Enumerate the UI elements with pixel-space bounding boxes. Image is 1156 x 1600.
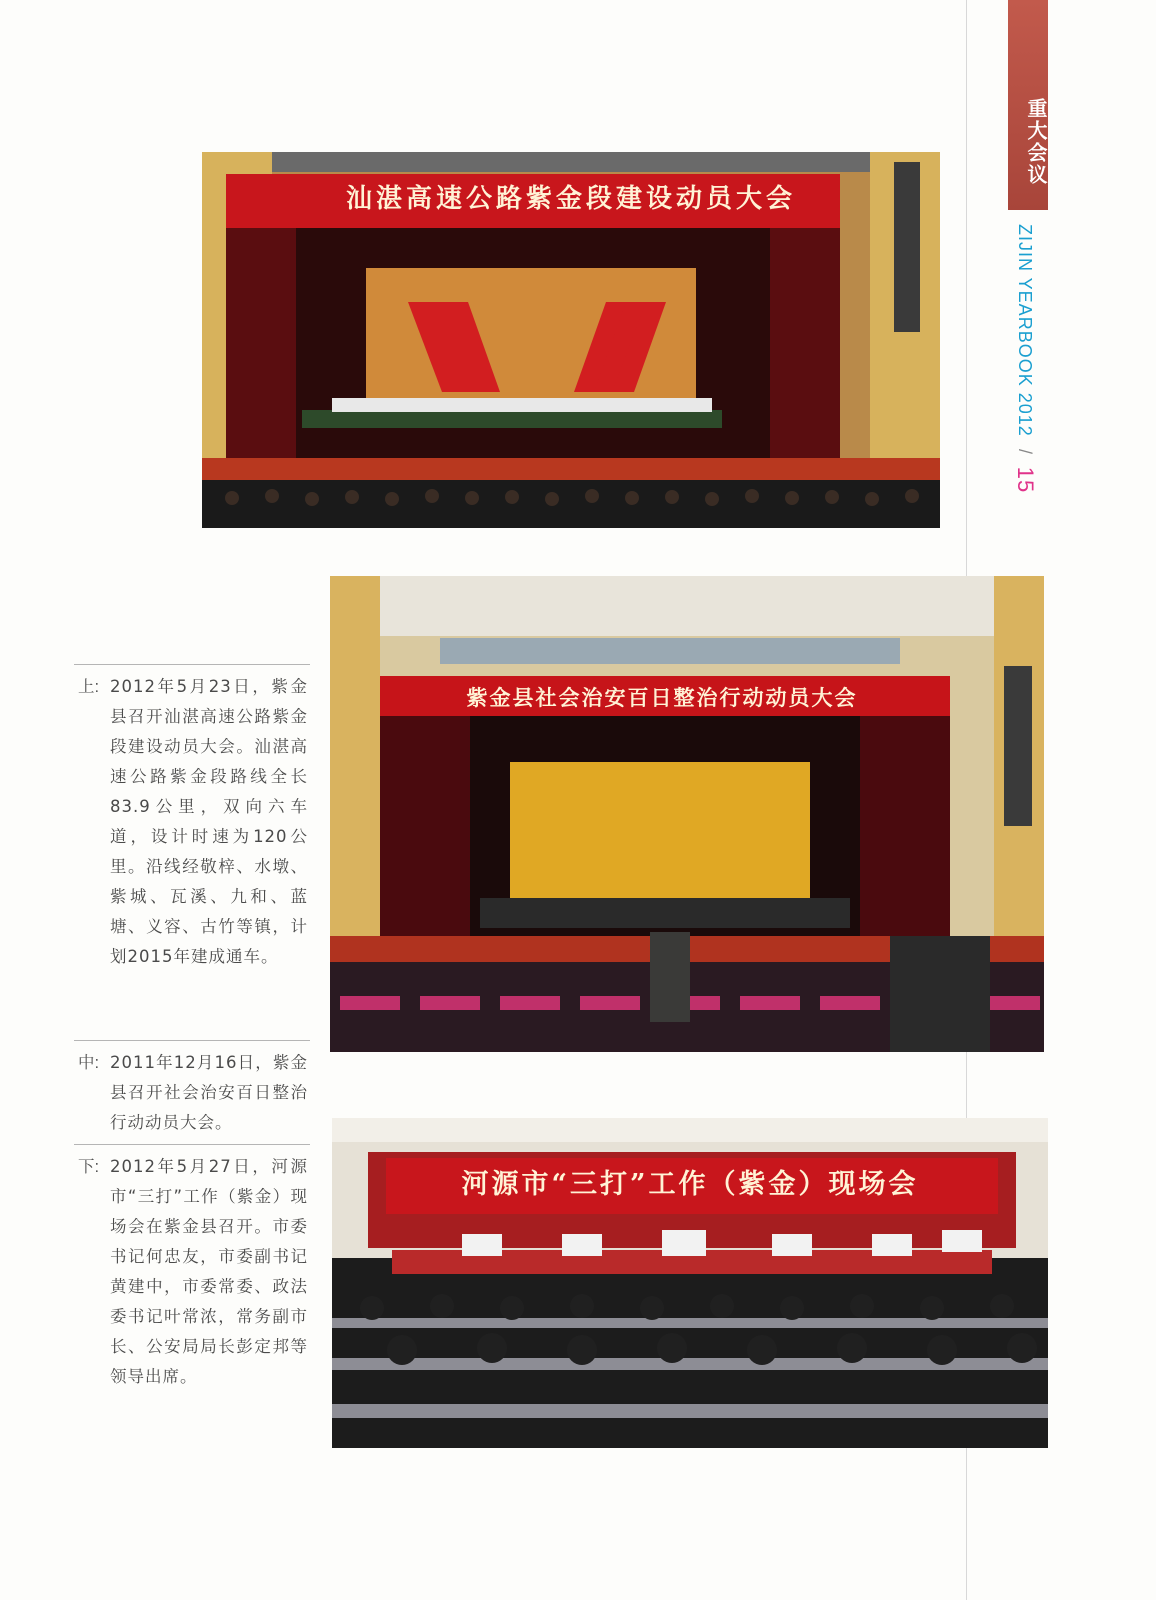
caption-label: 中: — [78, 1054, 100, 1072]
caption-top — [78, 672, 318, 972]
caption-rule — [74, 664, 310, 665]
yearbook-title: ZIJIN YEARBOOK 2012 — [1015, 224, 1035, 437]
caption-text: 2012年5月27日，河源市“三打”工作（紫金）现场会在紫金县召开。市委书记何忠友，市委副书记黄建中，市委常委、政法委书记叶常浓，常务副市长、公安局局长彭定邦等领导出席。 — [110, 1157, 308, 1386]
banner-text: 紫金县社会治安百日整治行动动员大会 — [466, 685, 858, 710]
caption-bottom — [78, 1152, 318, 1392]
photo-middle-security-meeting — [330, 576, 1044, 1052]
banner-text: 汕湛高速公路紫金段建设动员大会 — [345, 184, 796, 214]
caption-rule — [74, 1144, 310, 1145]
header-separator: / — [1015, 448, 1035, 455]
section-tab — [1008, 0, 1048, 210]
banner-text: 河源市“三打”工作（紫金）现场会 — [461, 1169, 919, 1200]
photo-bottom-heyuan-meeting — [332, 1118, 1048, 1448]
caption-label: 下: — [78, 1158, 100, 1176]
caption-text: 2012年5月23日，紫金县召开汕湛高速公路紫金段建设动员大会。汕湛高速公路紫金段路线全长83.9公里，双向六车道，设计时速为120公里。沿线经敬梓、水墩、紫城、瓦溪、九和、蓝塘、义容、古竹等镇，计划2015年建成通车。 — [110, 677, 308, 966]
page-number: 15 — [1013, 466, 1038, 494]
caption-middle — [78, 1048, 318, 1138]
photo-middle-image — [330, 576, 1044, 1052]
section-tab-label: 重大会议 — [1024, 98, 1048, 186]
caption-label: 上: — [78, 678, 100, 696]
running-header — [1012, 224, 1038, 493]
photo-top-highway-meeting — [202, 152, 940, 528]
caption-text: 2011年12月16日，紫金县召开社会治安百日整治行动动员大会。 — [110, 1053, 308, 1132]
caption-rule — [74, 1040, 310, 1041]
